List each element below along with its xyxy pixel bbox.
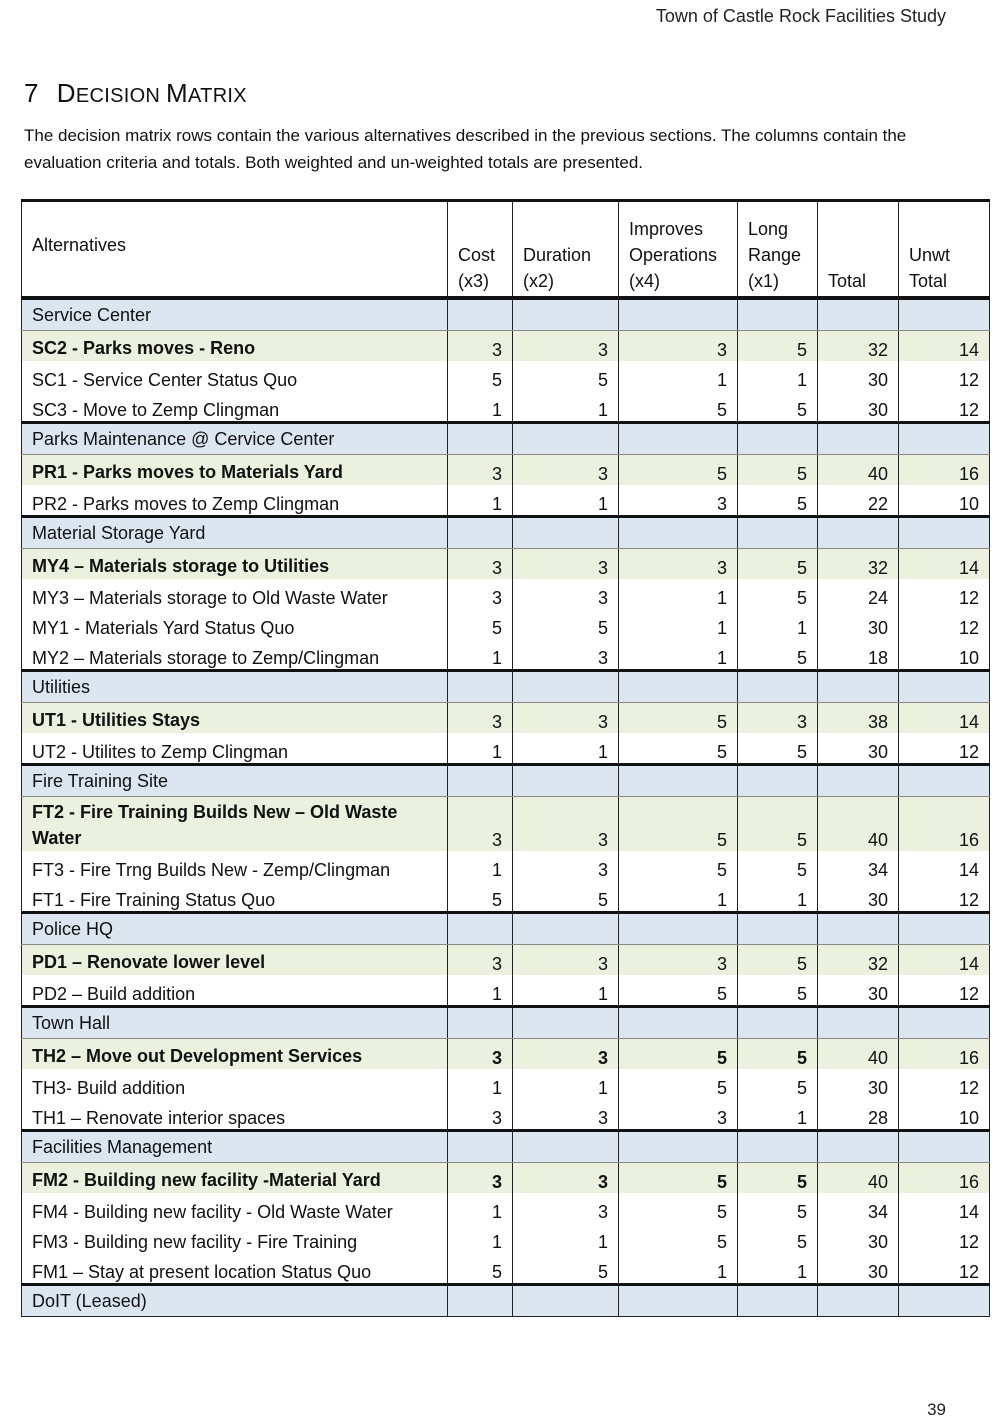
score-cell: 14 xyxy=(899,1193,990,1223)
group-empty-cell xyxy=(619,517,738,549)
score-cell: 1 xyxy=(738,1099,818,1131)
header-improves-operations: Improves Operations (x4) xyxy=(619,201,738,299)
score-cell: 12 xyxy=(899,881,990,913)
group-row xyxy=(22,765,990,797)
score-cell: 16 xyxy=(899,1163,990,1194)
score-cell: 5 xyxy=(738,391,818,423)
score-cell: 5 xyxy=(448,361,513,391)
table-row xyxy=(22,391,990,423)
group-empty-cell xyxy=(619,1007,738,1039)
score-cell: 1 xyxy=(738,609,818,639)
table-row xyxy=(22,1223,990,1253)
group-label: Town Hall xyxy=(22,1007,448,1039)
score-cell: 5 xyxy=(619,1193,738,1223)
score-cell: 5 xyxy=(738,733,818,765)
group-label: Fire Training Site xyxy=(22,765,448,797)
alternative-name: MY2 – Materials storage to Zemp/Clingman xyxy=(22,639,448,671)
table-row xyxy=(22,851,990,881)
group-empty-cell xyxy=(513,913,619,945)
score-cell: 3 xyxy=(448,579,513,609)
score-cell: 5 xyxy=(513,1253,619,1285)
score-cell: 5 xyxy=(619,1069,738,1099)
group-empty-cell xyxy=(513,1131,619,1163)
score-cell: 3 xyxy=(513,579,619,609)
score-cell: 3 xyxy=(513,703,619,734)
score-cell: 1 xyxy=(448,975,513,1007)
group-empty-cell xyxy=(513,1285,619,1317)
alternative-name: MY3 – Materials storage to Old Waste Water xyxy=(22,579,448,609)
group-empty-cell xyxy=(738,423,818,455)
score-cell: 40 xyxy=(818,1163,899,1194)
table-body xyxy=(22,298,990,1317)
table-header-row xyxy=(22,201,990,299)
score-cell: 5 xyxy=(738,455,818,486)
score-cell: 1 xyxy=(513,1223,619,1253)
alternative-name: FM4 - Building new facility - Old Waste Water xyxy=(22,1193,448,1223)
group-empty-cell xyxy=(899,517,990,549)
alternative-name: UT2 - Utilites to Zemp Clingman xyxy=(22,733,448,765)
score-cell: 12 xyxy=(899,1223,990,1253)
intro-paragraph: The decision matrix rows contain the various alternatives described in the previous sections. The columns contain the evaluation criteria and totals. Both weighted and un-weighted totals are presented. xyxy=(24,126,907,172)
score-cell: 3 xyxy=(738,703,818,734)
group-empty-cell xyxy=(513,671,619,703)
score-cell: 1 xyxy=(619,1253,738,1285)
score-cell: 1 xyxy=(619,609,738,639)
score-cell: 12 xyxy=(899,579,990,609)
group-label: DoIT (Leased) xyxy=(22,1285,448,1317)
group-label: Material Storage Yard xyxy=(22,517,448,549)
table-row xyxy=(22,639,990,671)
group-empty-cell xyxy=(448,671,513,703)
group-label: Facilities Management xyxy=(22,1131,448,1163)
group-label: Police HQ xyxy=(22,913,448,945)
score-cell: 10 xyxy=(899,639,990,671)
group-empty-cell xyxy=(818,671,899,703)
group-row xyxy=(22,1131,990,1163)
group-empty-cell xyxy=(818,1007,899,1039)
score-cell: 12 xyxy=(899,391,990,423)
alternative-name: FM1 – Stay at present location Status Quo xyxy=(22,1253,448,1285)
group-empty-cell xyxy=(899,1285,990,1317)
table-row xyxy=(22,361,990,391)
score-cell: 3 xyxy=(619,945,738,976)
score-cell: 5 xyxy=(738,485,818,517)
score-cell: 1 xyxy=(448,391,513,423)
table-row xyxy=(22,881,990,913)
group-label: Service Center xyxy=(22,298,448,331)
group-empty-cell xyxy=(899,1007,990,1039)
group-empty-cell xyxy=(899,765,990,797)
group-empty-cell xyxy=(619,1131,738,1163)
score-cell: 30 xyxy=(818,733,899,765)
score-cell: 5 xyxy=(619,851,738,881)
score-cell: 5 xyxy=(513,609,619,639)
score-cell: 5 xyxy=(619,1163,738,1194)
decision-matrix-table xyxy=(21,199,990,1317)
score-cell: 3 xyxy=(619,485,738,517)
score-cell: 5 xyxy=(619,975,738,1007)
score-cell: 1 xyxy=(738,881,818,913)
group-empty-cell xyxy=(448,298,513,331)
group-row xyxy=(22,1007,990,1039)
group-empty-cell xyxy=(619,765,738,797)
table-row xyxy=(22,1099,990,1131)
score-cell: 3 xyxy=(513,455,619,486)
score-cell: 5 xyxy=(738,851,818,881)
group-empty-cell xyxy=(513,1007,619,1039)
score-cell: 16 xyxy=(899,455,990,486)
score-cell: 10 xyxy=(899,1099,990,1131)
group-row xyxy=(22,913,990,945)
score-cell: 3 xyxy=(448,549,513,580)
score-cell: 32 xyxy=(818,549,899,580)
alternative-name: SC2 - Parks moves - Reno xyxy=(22,331,448,362)
alternative-name: FT1 - Fire Training Status Quo xyxy=(22,881,448,913)
group-empty-cell xyxy=(513,298,619,331)
score-cell: 1 xyxy=(513,1069,619,1099)
score-cell: 3 xyxy=(448,455,513,486)
score-cell: 3 xyxy=(448,797,513,852)
score-cell: 16 xyxy=(899,1039,990,1070)
group-empty-cell xyxy=(818,1131,899,1163)
alternative-name: FM2 - Building new facility -Material Yard xyxy=(22,1163,448,1194)
group-empty-cell xyxy=(818,765,899,797)
score-cell: 5 xyxy=(619,797,738,852)
score-cell: 3 xyxy=(513,639,619,671)
score-cell: 3 xyxy=(448,945,513,976)
score-cell: 5 xyxy=(448,609,513,639)
score-cell: 5 xyxy=(738,579,818,609)
group-empty-cell xyxy=(619,1285,738,1317)
score-cell: 1 xyxy=(619,639,738,671)
score-cell: 5 xyxy=(738,1039,818,1070)
group-label: Parks Maintenance @ Cervice Center xyxy=(22,423,448,455)
score-cell: 28 xyxy=(818,1099,899,1131)
score-cell: 40 xyxy=(818,455,899,486)
alternative-name: PR1 - Parks moves to Materials Yard xyxy=(22,455,448,486)
score-cell: 3 xyxy=(513,1039,619,1070)
table-row xyxy=(22,1253,990,1285)
score-cell: 5 xyxy=(619,1039,738,1070)
group-empty-cell xyxy=(818,913,899,945)
header-long-range: Long Range (x1) xyxy=(738,201,818,299)
score-cell: 1 xyxy=(448,639,513,671)
score-cell: 5 xyxy=(513,881,619,913)
score-cell: 5 xyxy=(738,975,818,1007)
score-cell: 12 xyxy=(899,733,990,765)
score-cell: 14 xyxy=(899,331,990,362)
score-cell: 3 xyxy=(513,945,619,976)
score-cell: 3 xyxy=(619,1099,738,1131)
group-empty-cell xyxy=(738,671,818,703)
score-cell: 16 xyxy=(899,797,990,852)
table-row xyxy=(22,331,990,362)
alternative-name: FT2 - Fire Training Builds New – Old Waste Water xyxy=(22,797,448,852)
score-cell: 5 xyxy=(738,639,818,671)
score-cell: 3 xyxy=(513,549,619,580)
score-cell: 30 xyxy=(818,391,899,423)
table-row xyxy=(22,975,990,1007)
score-cell: 3 xyxy=(513,851,619,881)
score-cell: 30 xyxy=(818,975,899,1007)
score-cell: 12 xyxy=(899,975,990,1007)
score-cell: 1 xyxy=(448,1069,513,1099)
group-empty-cell xyxy=(448,1131,513,1163)
group-empty-cell xyxy=(513,517,619,549)
score-cell: 22 xyxy=(818,485,899,517)
score-cell: 12 xyxy=(899,609,990,639)
group-empty-cell xyxy=(818,517,899,549)
group-empty-cell xyxy=(899,913,990,945)
group-empty-cell xyxy=(448,913,513,945)
group-empty-cell xyxy=(899,423,990,455)
group-empty-cell xyxy=(818,298,899,331)
score-cell: 3 xyxy=(448,1099,513,1131)
group-empty-cell xyxy=(513,765,619,797)
score-cell: 14 xyxy=(899,851,990,881)
score-cell: 1 xyxy=(738,1253,818,1285)
score-cell: 10 xyxy=(899,485,990,517)
score-cell: 14 xyxy=(899,549,990,580)
group-empty-cell xyxy=(619,298,738,331)
score-cell: 3 xyxy=(448,1163,513,1194)
alternative-name: FT3 - Fire Trng Builds New - Zemp/Clingman xyxy=(22,851,448,881)
score-cell: 5 xyxy=(619,455,738,486)
table-row xyxy=(22,455,990,486)
group-row xyxy=(22,423,990,455)
score-cell: 5 xyxy=(738,1193,818,1223)
group-empty-cell xyxy=(899,1131,990,1163)
group-empty-cell xyxy=(818,423,899,455)
score-cell: 3 xyxy=(513,1099,619,1131)
alternative-name: MY1 - Materials Yard Status Quo xyxy=(22,609,448,639)
score-cell: 1 xyxy=(448,485,513,517)
score-cell: 5 xyxy=(619,733,738,765)
score-cell: 32 xyxy=(818,331,899,362)
alternative-name: TH3- Build addition xyxy=(22,1069,448,1099)
header-cost: Cost (x3) xyxy=(448,201,513,299)
score-cell: 34 xyxy=(818,1193,899,1223)
group-empty-cell xyxy=(448,1285,513,1317)
score-cell: 34 xyxy=(818,851,899,881)
group-empty-cell xyxy=(619,913,738,945)
alternative-name: FM3 - Building new facility - Fire Training xyxy=(22,1223,448,1253)
table-row xyxy=(22,703,990,734)
score-cell: 1 xyxy=(738,361,818,391)
table-row xyxy=(22,1163,990,1194)
page-number: 39 xyxy=(927,1400,946,1419)
score-cell: 3 xyxy=(619,549,738,580)
header-alternatives: Alternatives xyxy=(22,201,448,299)
score-cell: 5 xyxy=(738,1163,818,1194)
score-cell: 1 xyxy=(619,881,738,913)
score-cell: 3 xyxy=(513,331,619,362)
score-cell: 32 xyxy=(818,945,899,976)
group-empty-cell xyxy=(818,1285,899,1317)
group-row xyxy=(22,298,990,331)
score-cell: 5 xyxy=(738,945,818,976)
alternative-name: TH2 – Move out Development Services xyxy=(22,1039,448,1070)
score-cell: 12 xyxy=(899,361,990,391)
group-empty-cell xyxy=(448,1007,513,1039)
score-cell: 40 xyxy=(818,797,899,852)
score-cell: 3 xyxy=(513,1193,619,1223)
alternative-name: PD1 – Renovate lower level xyxy=(22,945,448,976)
score-cell: 38 xyxy=(818,703,899,734)
score-cell: 1 xyxy=(619,361,738,391)
score-cell: 3 xyxy=(513,1163,619,1194)
alternative-name: MY4 – Materials storage to Utilities xyxy=(22,549,448,580)
score-cell: 24 xyxy=(818,579,899,609)
alternative-name: PR2 - Parks moves to Zemp Clingman xyxy=(22,485,448,517)
score-cell: 5 xyxy=(619,703,738,734)
score-cell: 30 xyxy=(818,881,899,913)
table-row xyxy=(22,1193,990,1223)
group-empty-cell xyxy=(513,423,619,455)
score-cell: 1 xyxy=(448,851,513,881)
score-cell: 3 xyxy=(513,797,619,852)
score-cell: 5 xyxy=(619,391,738,423)
score-cell: 5 xyxy=(738,1069,818,1099)
table-row xyxy=(22,609,990,639)
group-empty-cell xyxy=(448,765,513,797)
score-cell: 3 xyxy=(448,703,513,734)
group-empty-cell xyxy=(738,1285,818,1317)
header-duration: Duration (x2) xyxy=(513,201,619,299)
group-empty-cell xyxy=(448,517,513,549)
score-cell: 12 xyxy=(899,1069,990,1099)
group-row xyxy=(22,1285,990,1317)
group-empty-cell xyxy=(738,765,818,797)
running-header: Town of Castle Rock Facilities Study xyxy=(655,6,946,26)
section-heading: 7 DECISION MATRIX xyxy=(24,78,247,108)
score-cell: 18 xyxy=(818,639,899,671)
alternative-name: SC3 - Move to Zemp Clingman xyxy=(22,391,448,423)
group-empty-cell xyxy=(738,517,818,549)
group-empty-cell xyxy=(448,423,513,455)
group-empty-cell xyxy=(738,1131,818,1163)
score-cell: 1 xyxy=(513,485,619,517)
score-cell: 5 xyxy=(513,361,619,391)
group-empty-cell xyxy=(899,671,990,703)
score-cell: 30 xyxy=(818,1253,899,1285)
group-empty-cell xyxy=(899,298,990,331)
score-cell: 5 xyxy=(738,797,818,852)
score-cell: 40 xyxy=(818,1039,899,1070)
header-total: Total xyxy=(818,201,899,299)
group-row xyxy=(22,671,990,703)
score-cell: 14 xyxy=(899,703,990,734)
score-cell: 30 xyxy=(818,1069,899,1099)
score-cell: 1 xyxy=(448,733,513,765)
score-cell: 1 xyxy=(513,975,619,1007)
score-cell: 1 xyxy=(448,1223,513,1253)
score-cell: 3 xyxy=(448,331,513,362)
table-row xyxy=(22,797,990,852)
group-empty-cell xyxy=(738,298,818,331)
group-label: Utilities xyxy=(22,671,448,703)
section-number: 7 xyxy=(24,78,39,108)
alternative-name: SC1 - Service Center Status Quo xyxy=(22,361,448,391)
score-cell: 5 xyxy=(738,549,818,580)
table-row xyxy=(22,549,990,580)
group-empty-cell xyxy=(738,913,818,945)
alternative-name: UT1 - Utilities Stays xyxy=(22,703,448,734)
score-cell: 5 xyxy=(619,1223,738,1253)
group-row xyxy=(22,517,990,549)
table-row xyxy=(22,1069,990,1099)
score-cell: 3 xyxy=(448,1039,513,1070)
header-unweighted-total: Unwt Total xyxy=(899,201,990,299)
score-cell: 30 xyxy=(818,1223,899,1253)
score-cell: 30 xyxy=(818,609,899,639)
score-cell: 1 xyxy=(619,579,738,609)
score-cell: 30 xyxy=(818,361,899,391)
group-empty-cell xyxy=(738,1007,818,1039)
table-row xyxy=(22,945,990,976)
alternative-name: TH1 – Renovate interior spaces xyxy=(22,1099,448,1131)
score-cell: 14 xyxy=(899,945,990,976)
table-row xyxy=(22,485,990,517)
alternative-name: PD2 – Build addition xyxy=(22,975,448,1007)
score-cell: 12 xyxy=(899,1253,990,1285)
score-cell: 5 xyxy=(738,331,818,362)
score-cell: 3 xyxy=(619,331,738,362)
score-cell: 1 xyxy=(448,1193,513,1223)
score-cell: 5 xyxy=(448,1253,513,1285)
table-row xyxy=(22,1039,990,1070)
score-cell: 1 xyxy=(513,391,619,423)
score-cell: 5 xyxy=(738,1223,818,1253)
table-row xyxy=(22,733,990,765)
score-cell: 5 xyxy=(448,881,513,913)
group-empty-cell xyxy=(619,671,738,703)
group-empty-cell xyxy=(619,423,738,455)
score-cell: 1 xyxy=(513,733,619,765)
table-row xyxy=(22,579,990,609)
